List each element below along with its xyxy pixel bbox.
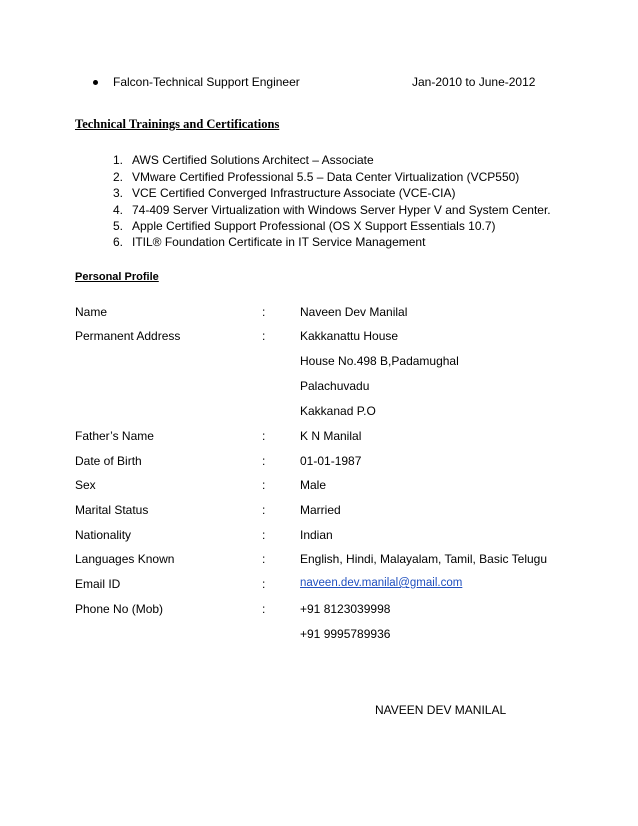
profile-value: English, Hindi, Malayalam, Tamil, Basic Telugu	[300, 552, 548, 566]
profile-value: Indian	[300, 528, 333, 542]
list-item	[113, 203, 551, 217]
profile-row-languages	[0, 552, 638, 570]
profile-label: Nationality	[75, 528, 132, 542]
profile-row-address-line	[0, 404, 638, 422]
profile-value: Married	[300, 503, 341, 517]
profile-value: Palachuvadu	[300, 379, 370, 393]
profile-row-address-line	[0, 379, 638, 397]
list-item	[113, 219, 496, 233]
profile-label: Languages Known	[75, 552, 175, 566]
profile-label: Name	[75, 305, 108, 319]
list-item-number: 5.	[113, 219, 124, 233]
list-item-number: 2.	[113, 170, 124, 184]
profile-label: Permanent Address	[75, 329, 181, 343]
personal-profile-heading: Personal Profile	[75, 271, 159, 283]
signature-name: NAVEEN DEV MANILAL	[375, 703, 507, 717]
list-item-number: 4.	[113, 203, 124, 217]
list-item	[113, 186, 455, 200]
colon-separator: :	[262, 602, 266, 616]
profile-value: K N Manilal	[300, 429, 362, 443]
profile-row-address	[0, 329, 638, 347]
colon-separator: :	[262, 552, 266, 566]
profile-row-dob	[0, 454, 638, 472]
profile-value: Kakkanad P.O	[300, 404, 376, 418]
profile-label: Sex	[75, 478, 96, 492]
profile-row-address-line	[0, 354, 638, 372]
list-item	[113, 235, 425, 249]
colon-separator: :	[262, 454, 266, 468]
profile-label: Date of Birth	[75, 454, 142, 468]
profile-value: Male	[300, 478, 327, 492]
profile-label: Email ID	[75, 577, 121, 591]
profile-label: Marital Status	[75, 503, 149, 517]
colon-separator: :	[262, 577, 266, 591]
profile-label: Father’s Name	[75, 429, 154, 443]
colon-separator: :	[262, 478, 266, 492]
colon-separator: :	[262, 305, 266, 319]
list-item-number: 1.	[113, 153, 124, 167]
list-item-number: 3.	[113, 186, 124, 200]
profile-label: Phone No (Mob)	[75, 602, 164, 616]
profile-row-marital-status	[0, 503, 638, 521]
list-item-text: VMware Certified Professional 5.5 – Data Center Virtualization (VCP550)	[132, 170, 520, 184]
profile-value: Naveen Dev Manilal	[300, 305, 408, 319]
colon-separator: :	[262, 528, 266, 542]
colon-separator: :	[262, 503, 266, 517]
certifications-heading: Technical Trainings and Certifications	[75, 117, 280, 131]
profile-row-nationality	[0, 528, 638, 546]
profile-value: +91 8123039998	[300, 602, 391, 616]
colon-separator: :	[262, 329, 266, 343]
colon-separator: :	[262, 429, 266, 443]
bullet-icon	[93, 80, 98, 85]
list-item	[113, 153, 374, 167]
profile-row-email	[0, 577, 638, 595]
job-role: Falcon-Technical Support Engineer	[113, 75, 300, 89]
list-item-number: 6.	[113, 235, 124, 249]
list-item-text: 74-409 Server Virtualization with Windows Server Hyper V and System Center.	[132, 203, 551, 217]
list-item-text: AWS Certified Solutions Architect – Associate	[132, 153, 374, 167]
list-item-text: Apple Certified Support Professional (OS X Support Essentials 10.7)	[132, 219, 496, 233]
profile-value: House No.498 B,Padamughal	[300, 354, 459, 368]
list-item-text: ITIL® Foundation Certificate in IT Service Management	[132, 235, 426, 249]
profile-row-phone	[0, 602, 638, 620]
profile-value: Kakkanattu House	[300, 329, 399, 343]
profile-row-fathers-name	[0, 429, 638, 447]
profile-value: 01-01-1987	[300, 454, 362, 468]
job-period: Jan-2010 to June-2012	[412, 75, 536, 89]
profile-value: +91 9995789936	[300, 627, 391, 641]
list-item-text: VCE Certified Converged Infrastructure Associate (VCE-CIA)	[132, 186, 456, 200]
profile-row-name	[0, 305, 638, 323]
profile-row-phone-alt	[0, 627, 638, 645]
profile-row-sex	[0, 478, 638, 496]
list-item	[113, 170, 519, 184]
email-link[interactable]: naveen.dev.manilal@gmail.com	[300, 577, 463, 589]
